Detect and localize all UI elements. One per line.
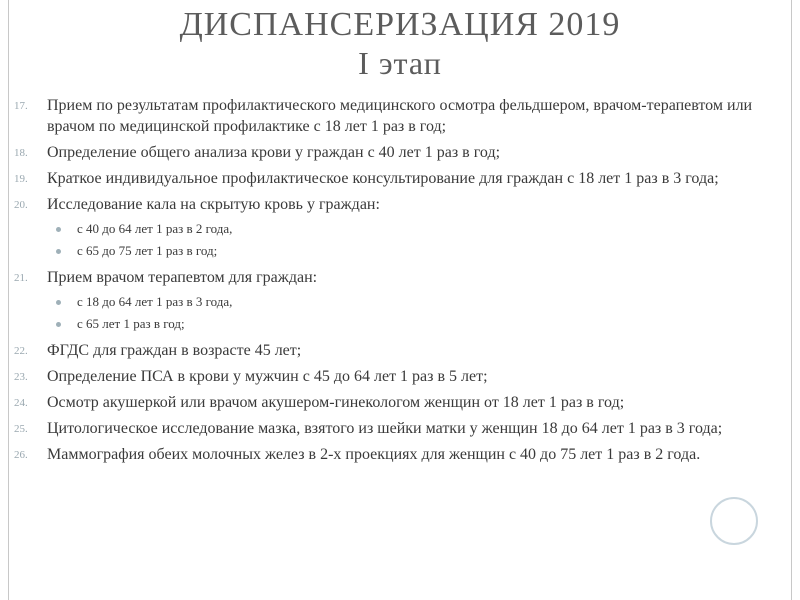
item-text: Осмотр акушеркой или врачом акушером-гинекологом женщин от 18 лет 1 раз в год;	[47, 394, 625, 411]
list-item	[14, 392, 774, 413]
item-number: 20.	[14, 199, 28, 211]
sub-list	[47, 291, 774, 335]
list-item	[14, 366, 774, 387]
screening-list	[14, 95, 774, 470]
item-number: 24.	[14, 397, 28, 409]
title-line-1: ДИСПАНСЕРИЗАЦИЯ 2019	[179, 6, 621, 43]
item-number: 25.	[14, 423, 28, 435]
item-text: Прием врачом терапевтом для граждан:	[47, 269, 318, 286]
item-number: 22.	[14, 345, 28, 357]
list-item	[14, 95, 774, 137]
sub-item-text: с 40 до 64 лет 1 раз в 2 года,	[77, 221, 233, 236]
list-item	[14, 194, 774, 262]
item-text: Исследование кала на скрытую кровь у граждан:	[47, 196, 380, 213]
item-text: Определение общего анализа крови у граждан с 40 лет 1 раз в год;	[47, 144, 501, 161]
sub-item-text: с 65 до 75 лет 1 раз в год;	[77, 243, 218, 258]
item-number: 19.	[14, 173, 28, 185]
sub-list-item	[47, 218, 774, 240]
decorative-circle-icon	[710, 497, 758, 545]
sub-list	[47, 218, 774, 262]
item-text: Прием по результатам профилактического медицинского осмотра фельдшером, врачом-терапевтом или врачом по медицинской профилактике с 18 лет 1 раз в год;	[47, 97, 753, 135]
title-line-2: I этап	[358, 45, 442, 81]
bullet-dot-icon	[56, 322, 61, 327]
sub-list-item	[47, 291, 774, 313]
bullet-dot-icon	[56, 300, 61, 305]
sub-list-item	[47, 240, 774, 262]
item-number: 21.	[14, 272, 28, 284]
item-number: 18.	[14, 147, 28, 159]
list-item	[14, 267, 774, 335]
item-text: Цитологическое исследование мазка, взятого из шейки матки у женщин 18 до 64 лет 1 раз в 3 года;	[47, 420, 723, 437]
list-item	[14, 418, 774, 439]
item-text: Определение ПСА в крови у мужчин с 45 до 64 лет 1 раз в 5 лет;	[47, 368, 488, 385]
item-number: 17.	[14, 100, 28, 112]
list-item	[14, 444, 774, 465]
bullet-dot-icon	[56, 249, 61, 254]
item-number: 23.	[14, 371, 28, 383]
slide-title	[0, 6, 800, 82]
item-text: Краткое индивидуальное профилактическое консультирование для граждан с 18 лет 1 раз в 3 года;	[47, 170, 719, 187]
sub-item-text: с 65 лет 1 раз в год;	[77, 316, 185, 331]
list-item	[14, 142, 774, 163]
bullet-dot-icon	[56, 227, 61, 232]
sub-list-item	[47, 313, 774, 335]
list-item	[14, 168, 774, 189]
sub-item-text: с 18 до 64 лет 1 раз в 3 года,	[77, 294, 233, 309]
item-text: Маммография обеих молочных желез в 2-х проекциях для женщин с 40 до 75 лет 1 раз в 2 года.	[47, 446, 701, 463]
item-number: 26.	[14, 449, 28, 461]
list-item	[14, 340, 774, 361]
item-text: ФГДС для граждан в возрасте 45 лет;	[47, 342, 302, 359]
